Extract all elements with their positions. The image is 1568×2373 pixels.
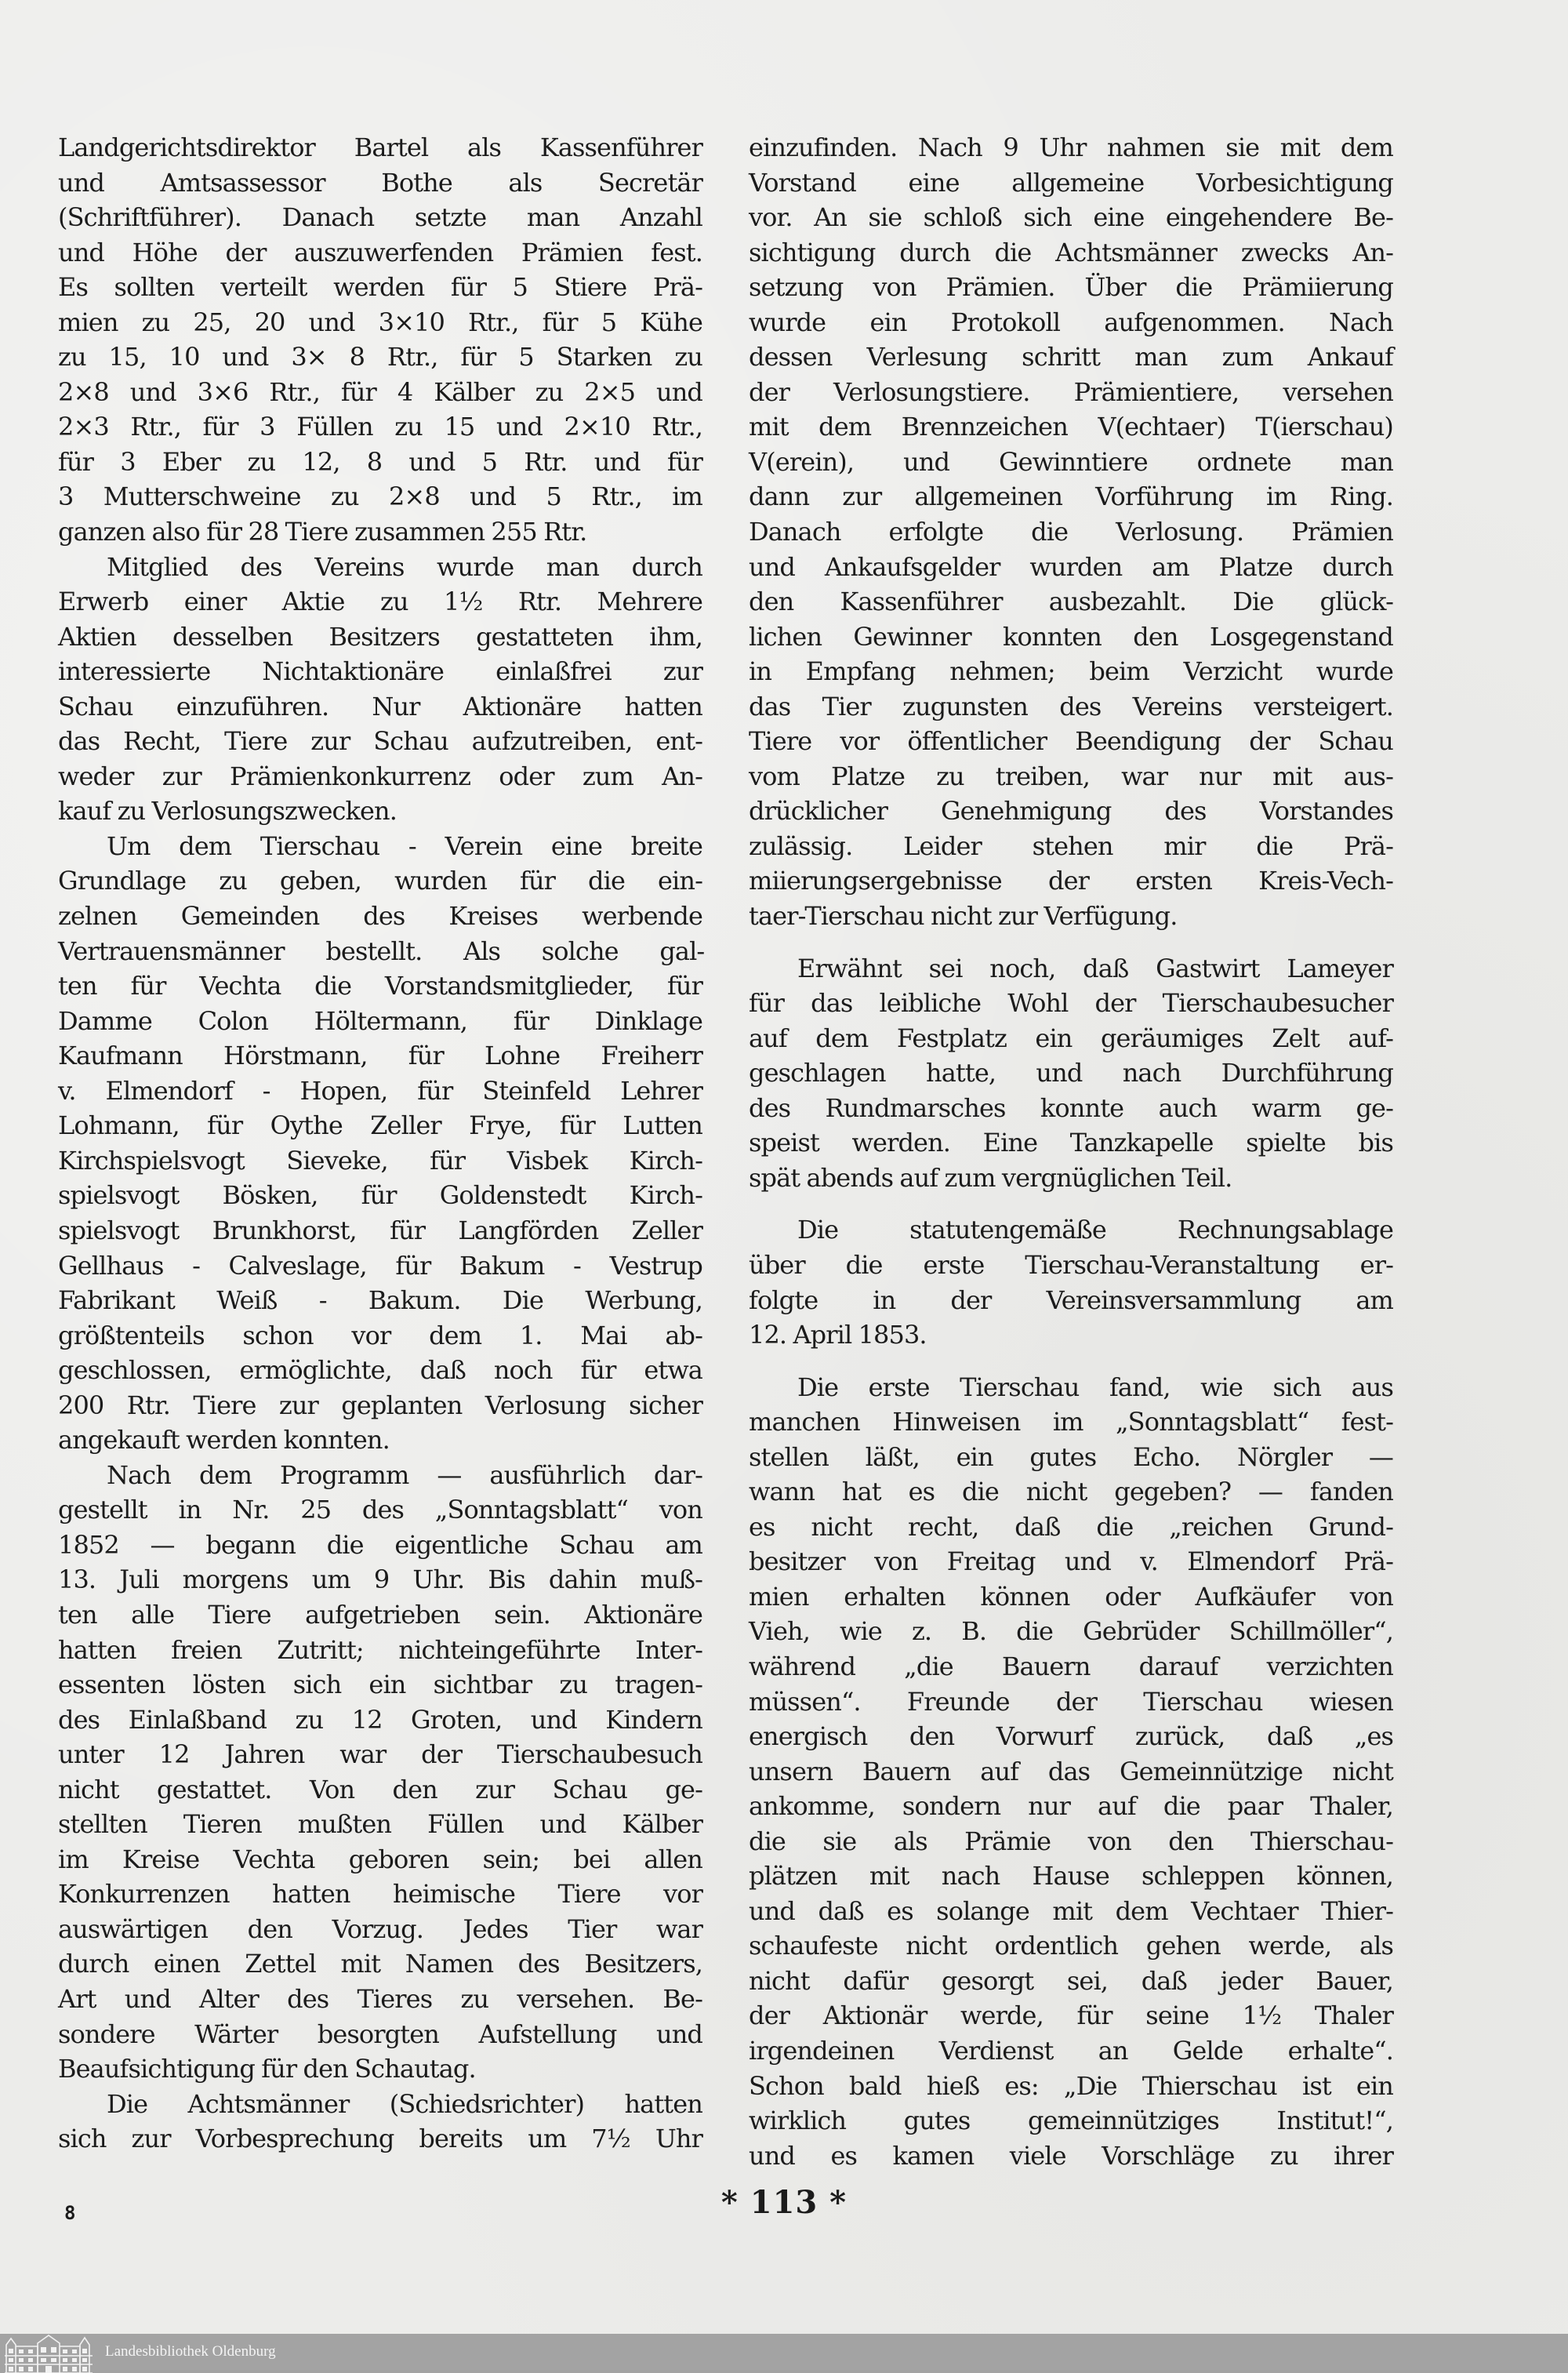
text-line: Art und Alter des Tieres zu versehen. Be- [58, 1983, 702, 2014]
text-line: das Recht, Tiere zur Schau aufzutreiben, ent- [58, 726, 702, 757]
text-line: für 3 Eber zu 12, 8 und 5 Rtr. und für [58, 446, 702, 477]
text-line: die sie als Prämie von den Thierschau- [749, 1826, 1393, 1856]
text-line: stellten Tieren mußten Füllen und Kälber [58, 1809, 702, 1840]
text-line: und es kamen viele Vorschläge zu ihrer [749, 2140, 1393, 2171]
text-line: 200 Rtr. Tiere zur geplanten Verlosung sicher [58, 1390, 702, 1420]
text-line: Vertrauensmänner bestellt. Als solche gal- [58, 936, 702, 966]
text-line: dessen Verlesung schritt man zum Ankauf [749, 342, 1393, 372]
text-line: ganzen also für 28 Tiere zusammen 255 Rtr. [58, 517, 587, 547]
text-line: speist werden. Eine Tanzkapelle spielte bis [749, 1128, 1393, 1158]
paragraph [58, 1458, 702, 2087]
paragraph [749, 130, 1393, 934]
text-line: Vorstand eine allgemeine Vorbesichtigung [749, 167, 1393, 198]
text-line: der Verlosungstiere. Prämientiere, versehen [749, 376, 1393, 407]
text-line: unsern Bauern auf das Gemeinnützige nicht [749, 1756, 1393, 1786]
text-line: Gellhaus - Calveslage, für Bakum - Vestrup [58, 1250, 702, 1281]
text-column-left [58, 130, 702, 2157]
text-line: 13. Juli morgens um 9 Uhr. Bis dahin muß- [58, 1564, 702, 1595]
text-line: ten für Vechta die Vorstandsmitglieder, für [58, 971, 702, 1001]
text-line: 12. April 1853. [749, 1320, 927, 1350]
text-line: energisch den Vorwurf zurück, daß „es [749, 1721, 1393, 1752]
text-line: sich zur Vorbesprechung bereits um 7½ Uhr [58, 2124, 702, 2154]
text-line: geschlossen, ermöglichte, daß noch für etwa [58, 1355, 702, 1386]
text-line: Um dem Tierschau - Verein eine breite [107, 830, 702, 861]
paragraph-gap [749, 1195, 1393, 1212]
text-line: wurde ein Protokoll aufgenommen. Nach [749, 307, 1393, 337]
paragraph-gap [749, 1353, 1393, 1370]
text-line: vom Platze zu treiben, war nur mit aus- [749, 761, 1393, 791]
text-line: hatten freien Zutritt; nichteingeführte Inter- [58, 1634, 702, 1665]
text-line: taer-Tierschau nicht zur Verfügung. [749, 901, 1178, 932]
text-line: durch einen Zettel mit Namen des Besitzers, [58, 1949, 702, 1979]
text-line: und Höhe der auszuwerfenden Prämien fest. [58, 237, 702, 267]
text-line: Die Achtsmänner (Schiedsrichter) hatten [107, 2088, 702, 2119]
text-line: Fabrikant Weiß - Bakum. Die Werbung, [58, 1285, 702, 1316]
text-line: besitzer von Freitag und v. Elmendorf Prä- [749, 1546, 1393, 1577]
paragraph [58, 130, 702, 550]
text-line: im Kreise Vechta geboren sein; bei allen [58, 1844, 702, 1874]
text-line: Lohmann, für Oythe Zeller Frye, für Lutten [58, 1110, 702, 1141]
text-line: auswärtigen den Vorzug. Jedes Tier war [58, 1913, 702, 1944]
text-line: des Einlaßband zu 12 Groten, und Kindern [58, 1704, 702, 1735]
text-line: gestellt in Nr. 25 des „Sonntagsblatt“ von [58, 1495, 702, 1525]
text-line: Nach dem Programm — ausführlich dar- [107, 1459, 702, 1490]
library-building-icon [3, 2334, 94, 2373]
text-line: drücklicher Genehmigung des Vorstandes [749, 796, 1393, 827]
text-line: spielsvogt Brunkhorst, für Langförden Zeller [58, 1215, 702, 1245]
text-line: Mitglied des Vereins wurde man durch [107, 551, 702, 582]
text-line: ankomme, sondern nur auf die paar Thaler, [749, 1791, 1393, 1822]
text-line: sondere Wärter besorgten Aufstellung und [58, 2019, 702, 2049]
text-line: dann zur allgemeinen Vorführung im Ring. [749, 482, 1393, 512]
text-line: Die erste Tierschau fand, wie sich aus [797, 1372, 1393, 1402]
text-line: setzung von Prämien. Über die Prämiierung [749, 272, 1393, 303]
text-line: mien erhalten können oder Aufkäufer von [749, 1581, 1393, 1612]
text-line: kauf zu Verlosungszwecken. [58, 796, 397, 827]
text-line: wirklich gutes gemeinnütziges Institut!“, [749, 2106, 1393, 2136]
page-number: * 113 * [720, 2184, 848, 2221]
text-line: weder zur Prämienkonkurrenz oder zum An- [58, 761, 702, 791]
text-line: der Aktionär werde, für seine 1½ Thaler [749, 2001, 1393, 2031]
text-column-right [749, 130, 1393, 2173]
text-line: lichen Gewinner konnten den Losgegenstand [749, 621, 1393, 652]
text-line: irgendeinen Verdienst an Gelde erhalte“. [749, 2035, 1393, 2066]
text-line: den Kassenführer ausbezahlt. Die glück- [749, 587, 1393, 617]
text-line: Kirchspielsvogt Sieveke, für Visbek Kirch- [58, 1145, 702, 1176]
paragraph-gap [749, 934, 1393, 951]
paragraph [749, 1212, 1393, 1352]
text-line: ten alle Tiere aufgetrieben sein. Aktionäre [58, 1599, 702, 1630]
text-line: mien zu 25, 20 und 3×10 Rtr., für 5 Kühe [58, 307, 702, 337]
text-line: V(erein), und Gewinntiere ordnete man [749, 446, 1393, 477]
text-line: schaufeste nicht ordentlich gehen werde, als [749, 1931, 1393, 1961]
text-line: Erwerb einer Aktie zu 1½ Rtr. Mehrere [58, 587, 702, 617]
text-line: zulässig. Leider stehen mir die Prä- [749, 830, 1393, 861]
library-name: Landesbibliothek Oldenburg [105, 2343, 276, 2360]
text-line: Aktien desselben Besitzers gestatteten ihm, [58, 621, 702, 652]
text-line: vor. An sie schloß sich eine eingehendere Be- [749, 202, 1393, 233]
text-line: unter 12 Jahren war der Tierschaubesuch [58, 1739, 702, 1770]
text-line: stellen läßt, ein gutes Echo. Nörgler — [749, 1441, 1393, 1472]
text-line: Schau einzuführen. Nur Aktionäre hatten [58, 691, 702, 721]
text-line: Erwähnt sei noch, daß Gastwirt Lameyer [797, 953, 1393, 983]
text-line: 3 Mutterschweine zu 2×8 und 5 Rtr., im [58, 482, 702, 512]
text-line: Landgerichtsdirektor Bartel als Kassenführer [58, 133, 702, 162]
text-line: essenten lösten sich ein sichtbar zu tragen- [58, 1670, 702, 1700]
text-line: und Ankaufsgelder wurden am Platze durch [749, 551, 1393, 582]
text-line: und daß es solange mit dem Vechtaer Thier- [749, 1895, 1393, 1926]
text-line: Schon bald hieß es: „Die Thierschau ist ein [749, 2070, 1393, 2101]
text-line: Vieh, wie z. B. die Gebrüder Schillmöller“, [749, 1616, 1393, 1647]
text-line: Grundlage zu geben, wurden für die ein- [58, 866, 702, 896]
text-line: mit dem Brennzeichen V(echtaer) T(ierschau) [749, 412, 1393, 442]
text-line: miierungsergebnisse der ersten Kreis-Vech- [749, 866, 1393, 896]
text-line: Die statutengemäße Rechnungsablage [797, 1215, 1393, 1245]
text-line: auf dem Festplatz ein geräumiges Zelt auf- [749, 1023, 1393, 1053]
paragraph [749, 951, 1393, 1196]
text-line: v. Elmendorf - Hopen, für Steinfeld Lehrer [58, 1075, 702, 1106]
text-line: geschlagen hatte, und nach Durchführung [749, 1058, 1393, 1088]
text-line: interessierte Nichtaktionäre einlaßfrei zur [58, 656, 702, 687]
text-line: Beaufsichtigung für den Schautag. [58, 2054, 476, 2084]
text-line: Konkurrenzen hatten heimische Tiere vor [58, 1879, 702, 1910]
text-line: es nicht recht, daß die „reichen Grund- [749, 1511, 1393, 1542]
library-footer-bar [0, 2334, 1568, 2373]
text-line: 1852 — begann die eigentliche Schau am [58, 1529, 702, 1560]
text-line: Kaufmann Hörstmann, für Lohne Freiherr [58, 1041, 702, 1071]
text-line: spät abends auf zum vergnüglichen Teil. [749, 1162, 1232, 1193]
text-line: folgte in der Vereinsversammlung am [749, 1285, 1393, 1315]
text-line: angekauft werden konnten. [58, 1425, 390, 1455]
paragraph [749, 1370, 1393, 2174]
text-line: nicht gestattet. Von den zur Schau ge- [58, 1774, 702, 1804]
text-line: nicht dafür gesorgt sei, daß jeder Bauer, [749, 1965, 1393, 1996]
text-line: über die erste Tierschau-Veranstaltung er- [749, 1249, 1393, 1280]
text-line: zu 15, 10 und 3× 8 Rtr., für 5 Starken zu [58, 342, 702, 372]
text-line: in Empfang nehmen; beim Verzicht wurde [749, 656, 1393, 687]
text-line: für das leibliche Wohl der Tierschaubesucher [749, 988, 1393, 1019]
paragraph [58, 829, 702, 1458]
paragraph [58, 2087, 702, 2157]
text-line: während „die Bauern darauf verzichten [749, 1651, 1393, 1681]
text-line: Tiere vor öffentlicher Beendigung der Schau [749, 726, 1393, 757]
paragraph [58, 550, 702, 829]
text-line: 2×8 und 3×6 Rtr., für 4 Kälber zu 2×5 und [58, 376, 702, 407]
text-line: des Rundmarsches konnte auch warm ge- [749, 1092, 1393, 1123]
text-line: Damme Colon Höltermann, für Dinklage [58, 1005, 702, 1036]
text-line: wann hat es die nicht gegeben? — fanden [749, 1477, 1393, 1507]
text-line: zelnen Gemeinden des Kreises werbende [58, 901, 702, 932]
text-line: Es sollten verteilt werden für 5 Stiere Prä- [58, 272, 702, 303]
text-line: müssen“. Freunde der Tierschau wiesen [749, 1686, 1393, 1717]
text-line: plätzen mit nach Hause schleppen können, [749, 1861, 1393, 1891]
text-line: und Amtsassessor Bothe als Secretär [58, 167, 702, 198]
text-line: größtenteils schon vor dem 1. Mai ab- [58, 1320, 702, 1350]
text-line: (Schriftführer). Danach setzte man Anzahl [58, 202, 702, 233]
text-line: manchen Hinweisen im „Sonntagsblatt“ fest- [749, 1407, 1393, 1437]
page-marker: 8 [64, 2202, 76, 2224]
text-line: 2×3 Rtr., für 3 Füllen zu 15 und 2×10 Rtr., [58, 412, 702, 442]
text-line: sichtigung durch die Achtsmänner zwecks An- [749, 237, 1393, 267]
text-line: spielsvogt Bösken, für Goldenstedt Kirch- [58, 1180, 702, 1211]
text-line: einzufinden. Nach 9 Uhr nahmen sie mit dem [749, 133, 1393, 162]
text-line: das Tier zugunsten des Vereins versteigert. [749, 691, 1393, 721]
text-line: Danach erfolgte die Verlosung. Prämien [749, 517, 1393, 547]
